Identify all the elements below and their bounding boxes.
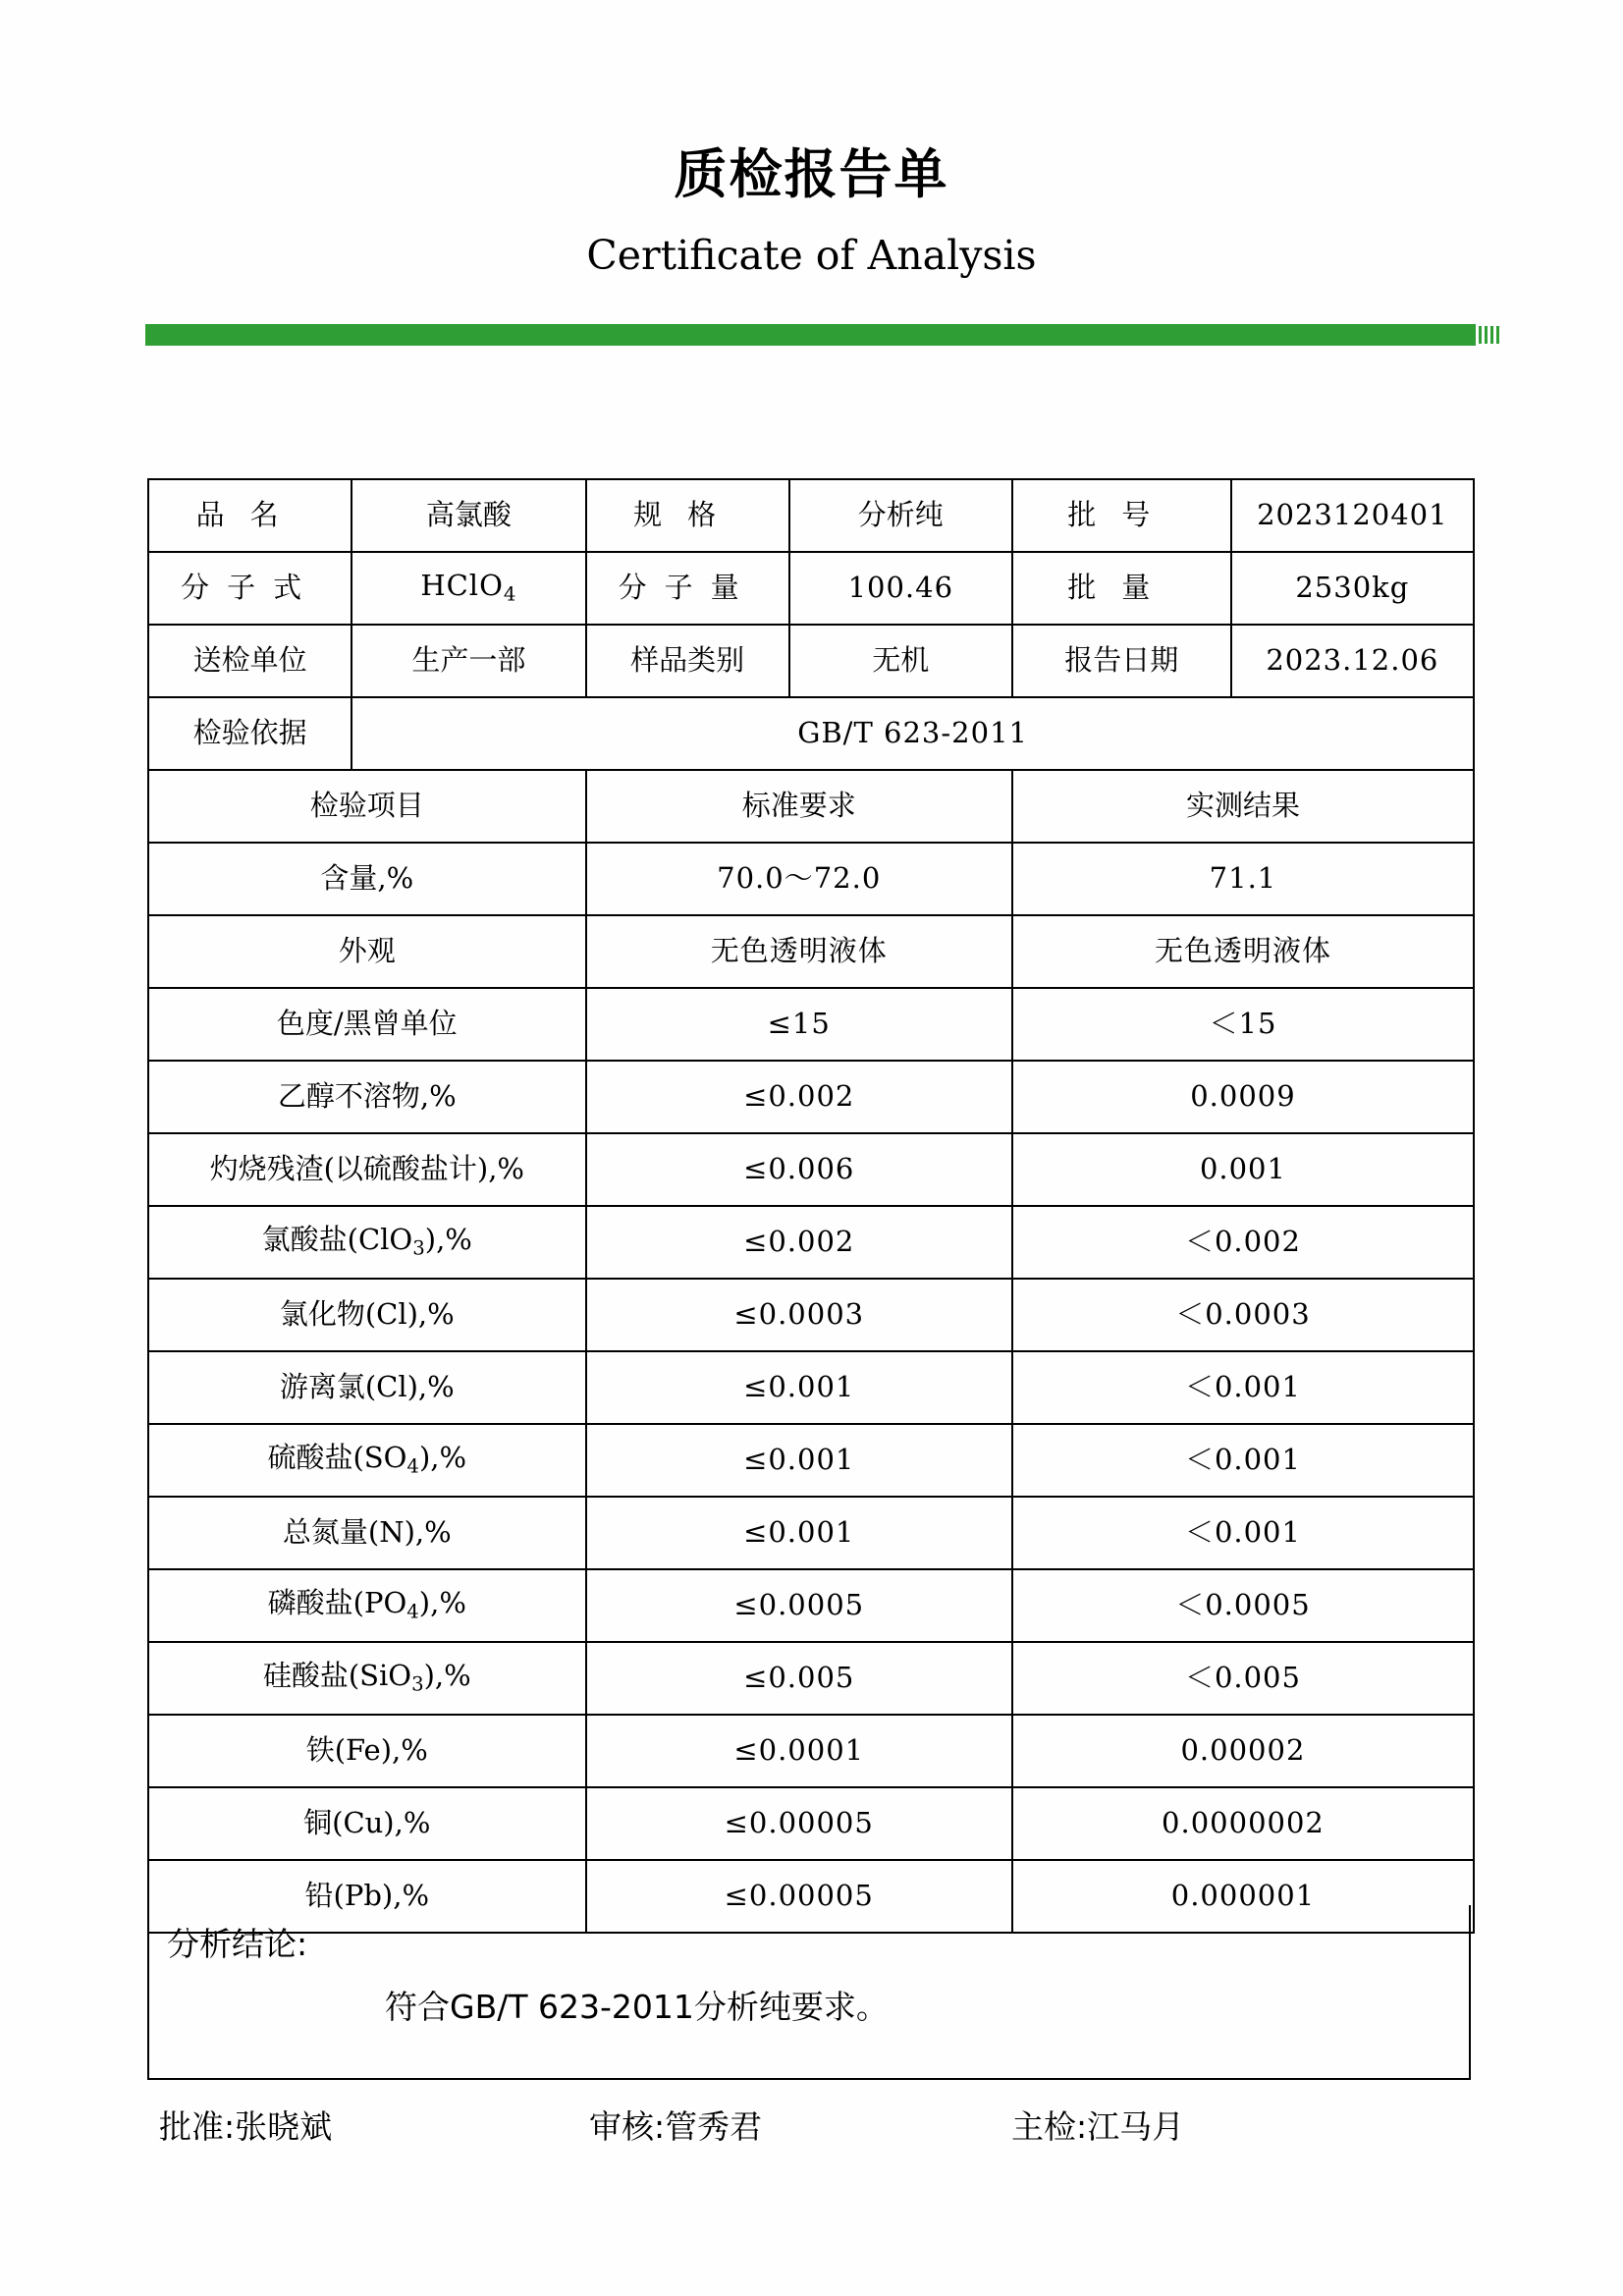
cell-standard-value: ≤0.00005 xyxy=(586,1787,1012,1860)
cell-test-item: 外观 xyxy=(148,915,586,988)
conclusion-label: 分析结论: xyxy=(167,1925,308,1963)
table-row-basis xyxy=(148,697,1474,770)
label-batch-no: 批号 xyxy=(1012,479,1231,552)
cell-measured-value: 0.00002 xyxy=(1012,1715,1474,1787)
cell-measured-value: ＜0.0003 xyxy=(1012,1279,1474,1351)
cell-test-item: 色度/黑曾单位 xyxy=(148,988,586,1061)
table-row-result xyxy=(148,1497,1474,1569)
table-row-submission xyxy=(148,625,1474,697)
cell-measured-value: ＜0.001 xyxy=(1012,1424,1474,1497)
cell-measured-value: 0.001 xyxy=(1012,1133,1474,1206)
header-standard: 标准要求 xyxy=(586,770,1012,843)
cell-standard-value: ≤0.0003 xyxy=(586,1279,1012,1351)
cell-measured-value: ＜0.005 xyxy=(1012,1642,1474,1715)
label-batch-qty: 批量 xyxy=(1012,552,1231,625)
table-row-result xyxy=(148,1206,1474,1279)
table-row-result xyxy=(148,843,1474,915)
header-divider xyxy=(145,324,1500,346)
label-sample-type: 样品类别 xyxy=(586,625,789,697)
cell-standard-value: ≤0.001 xyxy=(586,1424,1012,1497)
certificate-table xyxy=(147,478,1475,1934)
value-batch-no: 2023120401 xyxy=(1231,479,1474,552)
cell-standard-value: 无色透明液体 xyxy=(586,915,1012,988)
cell-test-item: 铜(Cu),% xyxy=(148,1787,586,1860)
table-row-results-header xyxy=(148,770,1474,843)
label-submit-unit: 送检单位 xyxy=(148,625,352,697)
label-mol-weight: 分子量 xyxy=(586,552,789,625)
cell-measured-value: ＜0.001 xyxy=(1012,1351,1474,1424)
table-row-result xyxy=(148,1642,1474,1715)
cell-standard-value: ≤0.006 xyxy=(586,1133,1012,1206)
value-mol-weight: 100.46 xyxy=(789,552,1012,625)
label-product-name: 品名 xyxy=(148,479,352,552)
table-row-result xyxy=(148,915,1474,988)
cell-measured-value: 0.0009 xyxy=(1012,1061,1474,1133)
header-test-item: 检验项目 xyxy=(148,770,586,843)
value-submit-unit: 生产一部 xyxy=(352,625,585,697)
value-report-date: 2023.12.06 xyxy=(1231,625,1474,697)
value-spec: 分析纯 xyxy=(789,479,1012,552)
value-sample-type: 无机 xyxy=(789,625,1012,697)
cell-test-item: 灼烧残渣(以硫酸盐计),% xyxy=(148,1133,586,1206)
cell-test-item: 铅(Pb),% xyxy=(148,1860,586,1933)
table-row-result xyxy=(148,1351,1474,1424)
page-title-english: Certificate of Analysis xyxy=(586,232,1037,279)
green-bar-dotted-tail xyxy=(1479,326,1500,344)
cell-standard-value: ≤0.001 xyxy=(586,1497,1012,1569)
label-inspection-basis: 检验依据 xyxy=(148,697,352,770)
cell-standard-value: ≤0.002 xyxy=(586,1061,1012,1133)
cell-measured-value: 71.1 xyxy=(1012,843,1474,915)
cell-measured-value: ＜0.0005 xyxy=(1012,1569,1474,1642)
table-row-product xyxy=(148,479,1474,552)
label-spec: 规格 xyxy=(586,479,789,552)
cell-measured-value: ＜0.002 xyxy=(1012,1206,1474,1279)
conclusion-text: 符合GB/T 623-2011分析纯要求。 xyxy=(385,1988,889,2026)
cell-measured-value: ＜15 xyxy=(1012,988,1474,1061)
table-row-result xyxy=(148,1715,1474,1787)
table-row-formula xyxy=(148,552,1474,625)
value-batch-qty: 2530kg xyxy=(1231,552,1474,625)
cell-test-item: 硅酸盐(SiO$_3$),% xyxy=(148,1642,586,1715)
cell-test-item: 游离氯(Cl),% xyxy=(148,1351,586,1424)
table-row-result xyxy=(148,1424,1474,1497)
signature-inspector: 主检:江马月 xyxy=(1011,2107,1185,2146)
conclusion-section xyxy=(147,1905,1471,2080)
page-title-chinese: 质检报告单 xyxy=(674,143,949,205)
cell-standard-value: ≤0.002 xyxy=(586,1206,1012,1279)
cell-standard-value: ≤0.001 xyxy=(586,1351,1012,1424)
label-report-date: 报告日期 xyxy=(1012,625,1231,697)
cell-measured-value: 0.0000002 xyxy=(1012,1787,1474,1860)
cell-test-item: 氯化物(Cl),% xyxy=(148,1279,586,1351)
signature-reviewed: 审核:管秀君 xyxy=(589,2107,763,2146)
table-row-result xyxy=(148,1569,1474,1642)
cell-standard-value: ≤15 xyxy=(586,988,1012,1061)
cell-test-item: 磷酸盐$(PO_4),\%$ xyxy=(148,1569,586,1642)
signature-row xyxy=(147,2102,1475,2160)
cell-test-item: 总氮量(N),% xyxy=(148,1497,586,1569)
cell-measured-value: 0.000001 xyxy=(1012,1860,1474,1933)
cell-standard-value: ≤0.0005 xyxy=(586,1569,1012,1642)
value-product-name: 高氯酸 xyxy=(352,479,585,552)
cell-standard-value: 70.0～72.0 xyxy=(586,843,1012,915)
cell-standard-value: ≤0.00005 xyxy=(586,1860,1012,1933)
cell-test-item: 硫酸盐$(SO_4),\%$ xyxy=(148,1424,586,1497)
cell-measured-value: ＜0.001 xyxy=(1012,1497,1474,1569)
green-accent-bar xyxy=(145,324,1476,346)
signature-approved: 批准:张晓斌 xyxy=(159,2107,333,2146)
cell-test-item: 氯酸盐(ClO$_3$),% xyxy=(148,1206,586,1279)
value-formula: HClO$_4$ xyxy=(352,552,585,625)
table-row-result xyxy=(148,1133,1474,1206)
cell-test-item: 乙醇不溶物,% xyxy=(148,1061,586,1133)
header-measured: 实测结果 xyxy=(1012,770,1474,843)
cell-test-item: 铁(Fe),% xyxy=(148,1715,586,1787)
cell-test-item: 含量,% xyxy=(148,843,586,915)
table-row-result xyxy=(148,988,1474,1061)
cell-measured-value: 无色透明液体 xyxy=(1012,915,1474,988)
table-row-result xyxy=(148,1061,1474,1133)
label-formula: 分子式 xyxy=(148,552,352,625)
table-row-result xyxy=(148,1279,1474,1351)
cell-standard-value: ≤0.005 xyxy=(586,1642,1012,1715)
value-inspection-basis: GB/T 623-2011 xyxy=(352,697,1474,770)
table-row-result xyxy=(148,1787,1474,1860)
cell-standard-value: ≤0.0001 xyxy=(586,1715,1012,1787)
